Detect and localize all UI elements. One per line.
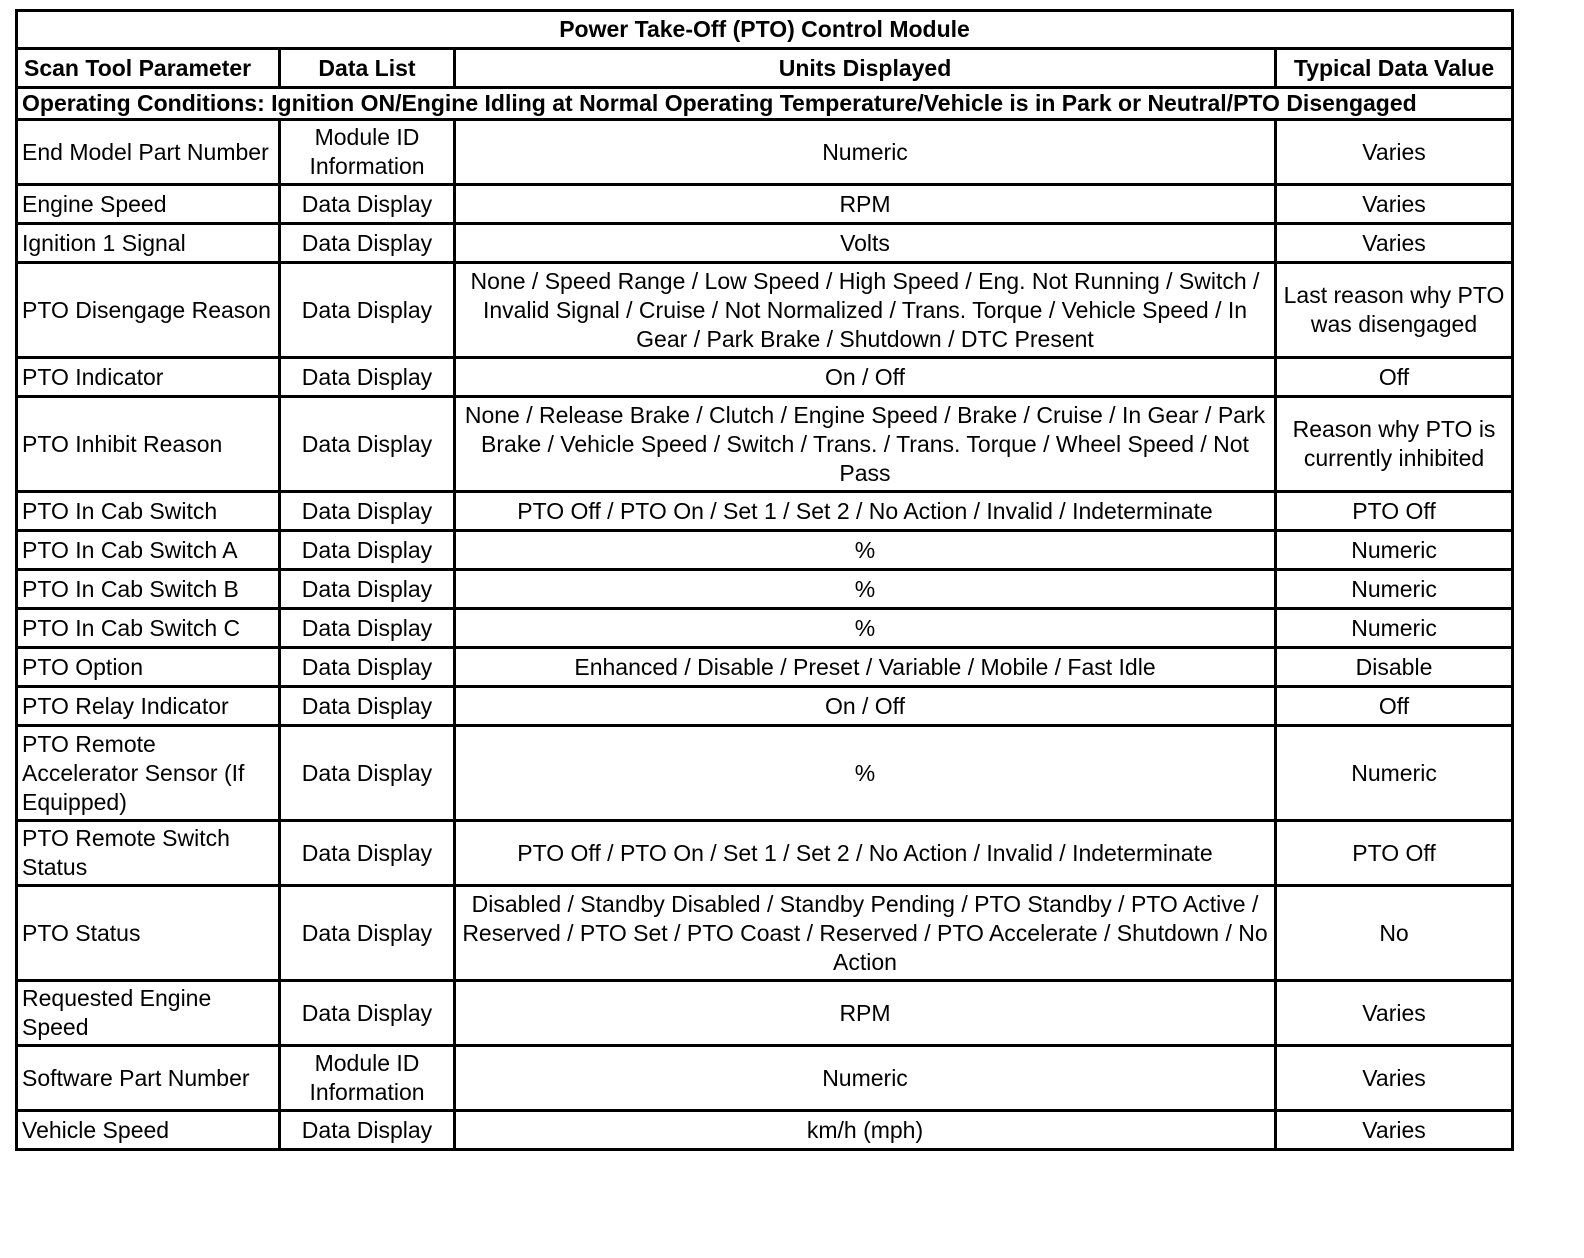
row-units: On / Off xyxy=(455,358,1276,397)
header-units-displayed: Units Displayed xyxy=(455,49,1276,88)
row-typical-value: Varies xyxy=(1276,120,1513,185)
table-row xyxy=(17,358,1513,397)
row-typical-value: Last reason why PTO was disengaged xyxy=(1276,263,1513,358)
row-data-list: Data Display xyxy=(280,185,455,224)
table-row xyxy=(17,687,1513,726)
row-typical-value: Varies xyxy=(1276,185,1513,224)
row-typical-value: Varies xyxy=(1276,224,1513,263)
operating-conditions: Operating Conditions: Ignition ON/Engine Idling at Normal Operating Temperature/Vehicle is in Park or Neutral/PTO Disengaged xyxy=(17,88,1513,120)
table-row xyxy=(17,263,1513,358)
row-data-list: Data Display xyxy=(280,821,455,886)
row-units: Numeric xyxy=(455,120,1276,185)
row-parameter: Engine Speed xyxy=(17,185,280,224)
row-units: PTO Off / PTO On / Set 1 / Set 2 / No Action / Invalid / Indeterminate xyxy=(455,492,1276,531)
row-units: km/h (mph) xyxy=(455,1111,1276,1150)
row-parameter: PTO In Cab Switch A xyxy=(17,531,280,570)
table-row xyxy=(17,570,1513,609)
row-data-list: Data Display xyxy=(280,531,455,570)
row-data-list: Data Display xyxy=(280,726,455,821)
row-parameter: PTO In Cab Switch B xyxy=(17,570,280,609)
table-title: Power Take-Off (PTO) Control Module xyxy=(17,11,1513,49)
row-data-list: Module ID Information xyxy=(280,120,455,185)
operating-conditions-row xyxy=(17,88,1513,120)
row-parameter: PTO In Cab Switch xyxy=(17,492,280,531)
row-parameter: PTO In Cab Switch C xyxy=(17,609,280,648)
row-typical-value: Numeric xyxy=(1276,531,1513,570)
row-parameter: PTO Relay Indicator xyxy=(17,687,280,726)
row-parameter: Requested Engine Speed xyxy=(17,981,280,1046)
row-parameter: Software Part Number xyxy=(17,1046,280,1111)
table-row xyxy=(17,609,1513,648)
row-data-list: Data Display xyxy=(280,981,455,1046)
row-typical-value: PTO Off xyxy=(1276,821,1513,886)
row-units: % xyxy=(455,726,1276,821)
row-units: None / Speed Range / Low Speed / High Speed / Eng. Not Running / Switch / Invalid Signal / Cruise / Not Normalized / Trans. Torque / Vehicle Speed / In Gear / Park Brake / Shutdown / DTC Present xyxy=(455,263,1276,358)
header-row xyxy=(17,49,1513,88)
row-data-list: Data Display xyxy=(280,570,455,609)
table-row xyxy=(17,492,1513,531)
row-units: % xyxy=(455,570,1276,609)
header-scan-tool-parameter: Scan Tool Parameter xyxy=(17,49,280,88)
row-units: % xyxy=(455,609,1276,648)
row-units: PTO Off / PTO On / Set 1 / Set 2 / No Action / Invalid / Indeterminate xyxy=(455,821,1276,886)
row-typical-value: No xyxy=(1276,886,1513,981)
row-typical-value: Numeric xyxy=(1276,570,1513,609)
table-row xyxy=(17,1046,1513,1111)
row-data-list: Data Display xyxy=(280,609,455,648)
row-typical-value: Off xyxy=(1276,358,1513,397)
row-units: Volts xyxy=(455,224,1276,263)
row-parameter: PTO Inhibit Reason xyxy=(17,397,280,492)
table-row xyxy=(17,531,1513,570)
row-units: Enhanced / Disable / Preset / Variable / Mobile / Fast Idle xyxy=(455,648,1276,687)
table-row xyxy=(17,120,1513,185)
table-row xyxy=(17,1111,1513,1150)
row-typical-value: Numeric xyxy=(1276,609,1513,648)
row-units: RPM xyxy=(455,981,1276,1046)
row-parameter: Vehicle Speed xyxy=(17,1111,280,1150)
row-units: RPM xyxy=(455,185,1276,224)
title-row xyxy=(17,11,1513,49)
row-typical-value: Disable xyxy=(1276,648,1513,687)
row-data-list: Data Display xyxy=(280,397,455,492)
row-data-list: Data Display xyxy=(280,1111,455,1150)
row-typical-value: Varies xyxy=(1276,981,1513,1046)
row-data-list: Data Display xyxy=(280,687,455,726)
row-typical-value: Off xyxy=(1276,687,1513,726)
row-data-list: Data Display xyxy=(280,492,455,531)
row-data-list: Data Display xyxy=(280,263,455,358)
row-parameter: PTO Remote Accelerator Sensor (If Equipped) xyxy=(17,726,280,821)
row-parameter: PTO Status xyxy=(17,886,280,981)
table-row xyxy=(17,886,1513,981)
row-typical-value: Varies xyxy=(1276,1046,1513,1111)
table-row xyxy=(17,726,1513,821)
row-units: Disabled / Standby Disabled / Standby Pending / PTO Standby / PTO Active / Reserved / PTO Set / PTO Coast / Reserved / PTO Accelerate / Shutdown / No Action xyxy=(455,886,1276,981)
row-parameter: End Model Part Number xyxy=(17,120,280,185)
row-units: On / Off xyxy=(455,687,1276,726)
row-data-list: Module ID Information xyxy=(280,1046,455,1111)
header-typical-data-value: Typical Data Value xyxy=(1276,49,1513,88)
table-row xyxy=(17,648,1513,687)
table-row xyxy=(17,224,1513,263)
header-data-list: Data List xyxy=(280,49,455,88)
row-typical-value: Numeric xyxy=(1276,726,1513,821)
row-typical-value: Reason why PTO is currently inhibited xyxy=(1276,397,1513,492)
row-parameter: PTO Indicator xyxy=(17,358,280,397)
row-parameter: PTO Option xyxy=(17,648,280,687)
row-typical-value: Varies xyxy=(1276,1111,1513,1150)
row-parameter: Ignition 1 Signal xyxy=(17,224,280,263)
row-data-list: Data Display xyxy=(280,358,455,397)
pto-data-table xyxy=(15,9,1514,1151)
table-row xyxy=(17,821,1513,886)
table-row xyxy=(17,397,1513,492)
row-units: % xyxy=(455,531,1276,570)
row-parameter: PTO Remote Switch Status xyxy=(17,821,280,886)
row-data-list: Data Display xyxy=(280,886,455,981)
row-data-list: Data Display xyxy=(280,224,455,263)
row-data-list: Data Display xyxy=(280,648,455,687)
row-units: Numeric xyxy=(455,1046,1276,1111)
row-units: None / Release Brake / Clutch / Engine Speed / Brake / Cruise / In Gear / Park Brake / Vehicle Speed / Switch / Trans. / Trans. Torque / Wheel Speed / Not Pass xyxy=(455,397,1276,492)
table-row xyxy=(17,981,1513,1046)
table-row xyxy=(17,185,1513,224)
row-parameter: PTO Disengage Reason xyxy=(17,263,280,358)
row-typical-value: PTO Off xyxy=(1276,492,1513,531)
